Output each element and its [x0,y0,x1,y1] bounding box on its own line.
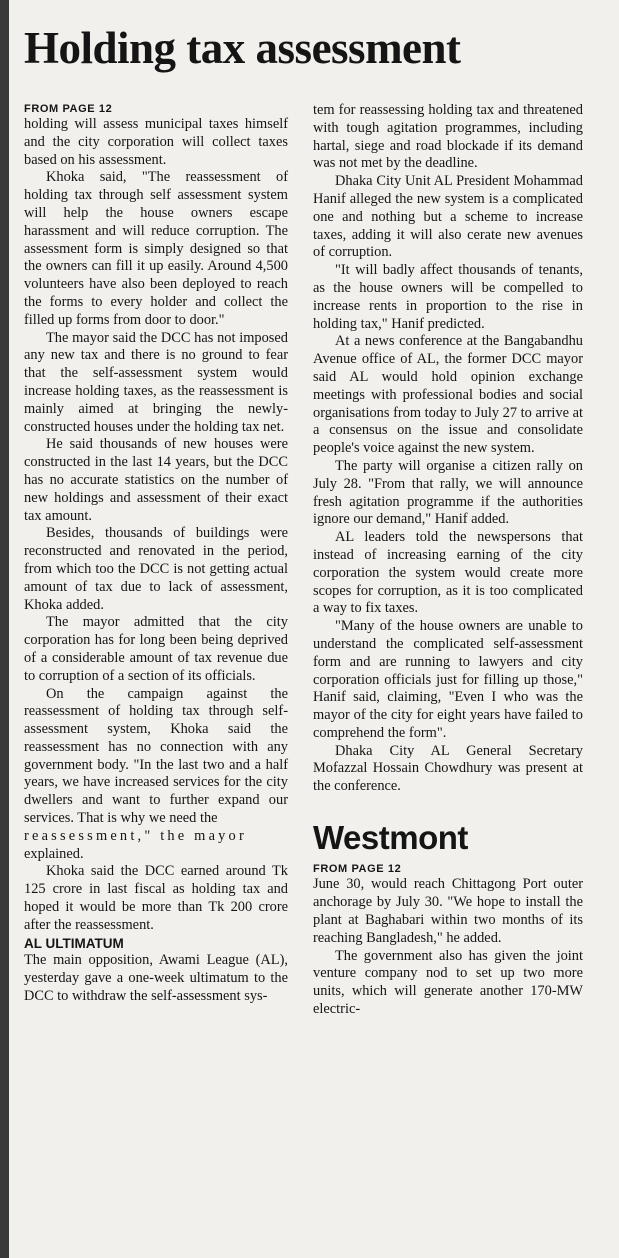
paragraph: "Many of the house owners are unable to understand the complicated self-assessment form and are running to lawyers and city corporation officials just for filling up those," Hanif said, claiming, "Even I who was the mayor of the city for eight years have failed to comprehend the form". [313,618,583,741]
paragraph: June 30, would reach Chittagong Port outer anchorage by July 30. "We hope to install the plant at Baghabari within two months of its reaching Bangladesh," he added. [313,876,583,946]
paragraph: Dhaka City AL General Secretary Mofazzal Hossain Chowdhury was present at the conference. [313,742,583,795]
headline: Holding tax assessment [24,23,461,73]
paragraph: The main opposition, Awami League (AL), yesterday gave a one-week ultimatum to the DCC to withdraw the self-assessment sys- [24,952,288,1005]
paragraph: The party will organise a citizen rally on July 28. "From that rally, we will announce fresh agitation programme if the authorities ignore our demand," Hanif added. [313,457,583,528]
paragraph: tem for reassessing holding tax and threatened with tough agitation programmes, including hartal, siege and road blockade if its demand was not met by the deadline. [313,102,583,172]
paragraph-line: explained. [24,845,84,862]
paragraph: The mayor admitted that the city corporation has for long been being deprived of a considerable amount of tax revenue due to corruption of a section of its officials. [24,614,288,684]
paragraph: Khoka said, "The reassessment of holding tax through self assessment system will help the house owners escape harassment and will reduce corruption. The assessment form is simply designed so that the owners can fill it up easily. Around 4,500 volunteers have also been deployed to reach the forms to every holder and collect the filled up forms from door to door." [24,169,288,328]
left-column [24,102,288,1006]
paragraph: Khoka said the DCC earned around Tk 125 crore in last fiscal as holding tax and hoped it would be more than Tk 200 crore after the reassessment. [24,863,288,933]
subhead: AL ULTIMATUM [24,935,124,951]
page-edge [0,0,9,1258]
paragraph: On the campaign against the reassessment of holding tax through self-assessment system, Khoka said the reassessment has no connection with any government body. "In the last two and a half years, we have increased services for the city dwellers and want to further expand our services. That is why we need the [24,685,288,827]
from-page-label: FROM PAGE 12 [24,103,113,115]
second-from-page-label: FROM PAGE 12 [313,863,402,876]
paragraph: At a news conference at the Bangabandhu Avenue office of AL, the former DCC mayor said AL would hold opinion exchange meetings with professional bodies and social organisations from today to July 27 to arrive at a consensus on the issue and consolidate people's voice against the new system. [313,333,583,457]
paragraph-line: reassessment," the mayor [24,827,247,844]
paragraph: AL leaders told the newspersons that instead of increasing earning of the city corporation the system would create more scopes for corruption, as it is too complicated a way to fix taxes. [313,529,583,617]
paragraph: The mayor said the DCC has not imposed any new tax and there is no ground to fear that the self-assessment system would increase holding taxes, as the reassessment is mainly aimed at bringing the newly-constructed houses under the holding tax net. [24,329,288,435]
second-headline: Westmont [313,819,468,857]
paragraph: Besides, thousands of buildings were reconstructed and renovated in the period, from which too the DCC is not getting actual amount of tax due to lack of assessment, Khoka added. [24,525,288,613]
paragraph: The government also has given the joint venture company nod to set up two more units, which will generate another 170-MW electric- [313,947,583,1017]
paragraph: Dhaka City Unit AL President Mohammad Hanif alleged the new system is a complicated one and nothing but a scheme to increase taxes, adding it will also cerate new avenues of corruption. [313,173,583,261]
paragraph: "It will badly affect thousands of tenants, as the house owners will be compelled to increase rents in proportion to the rise in holding tax," Hanif predicted. [313,262,583,332]
right-column [313,102,583,1019]
paragraph: holding will assess municipal taxes himself and the city corporation will collect taxes based on his assessment. [24,116,288,168]
paragraph: He said thousands of new houses were constructed in the last 14 years, but the DCC has no accurate statistics on the number of new holdings and assessment of their exact tax amount. [24,436,288,524]
